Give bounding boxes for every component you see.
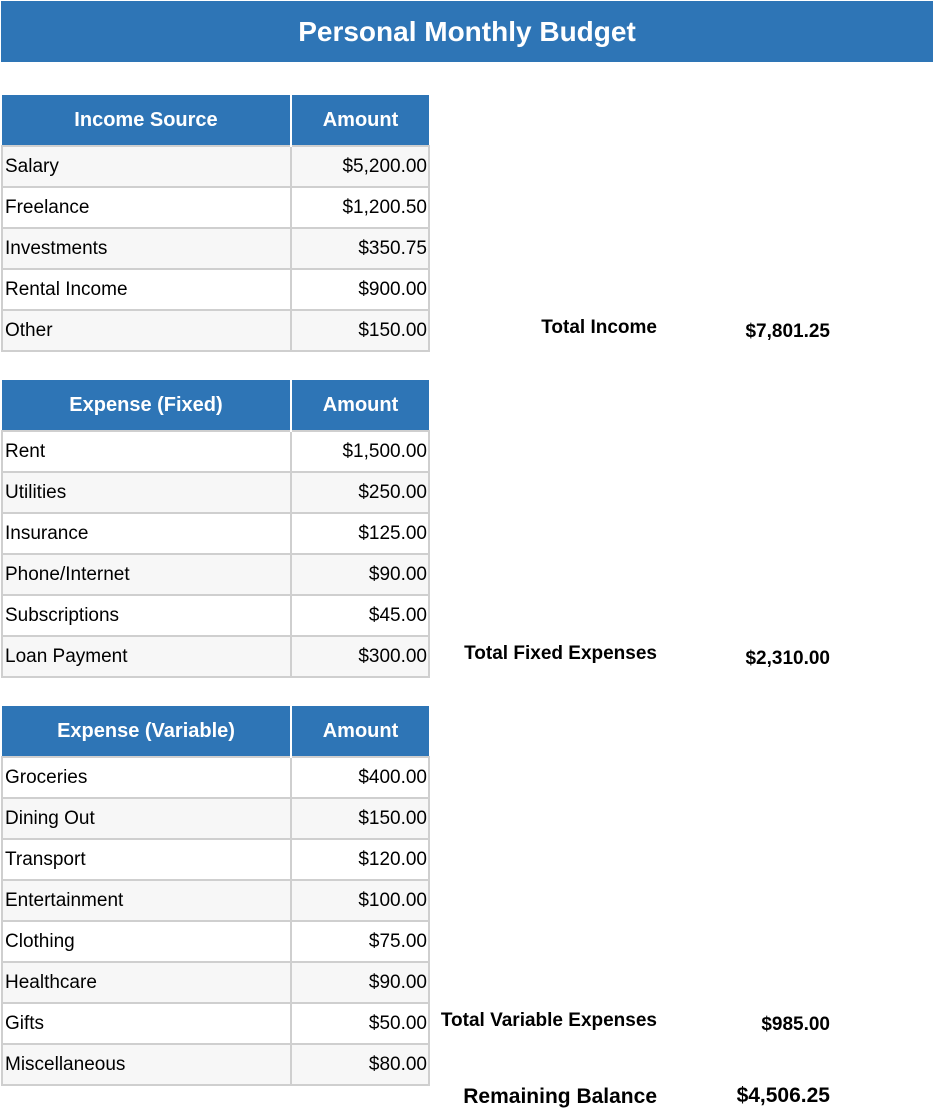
- income-amount-cell[interactable]: $900.00: [291, 269, 429, 310]
- table-row: [2, 1044, 429, 1085]
- income-amount-cell[interactable]: $150.00: [291, 310, 429, 351]
- total-variable-label: Total Variable Expenses: [440, 1010, 657, 1031]
- fixed-amount-cell[interactable]: $250.00: [291, 472, 429, 513]
- table-row: [2, 880, 429, 921]
- fixed-label-cell[interactable]: Loan Payment: [2, 636, 291, 677]
- table-row: [2, 472, 429, 513]
- fixed-label-cell[interactable]: Utilities: [2, 472, 291, 513]
- variable-amount-cell[interactable]: $150.00: [291, 798, 429, 839]
- variable-label-cell[interactable]: Healthcare: [2, 962, 291, 1003]
- fixed-header-row: [2, 380, 429, 431]
- variable-amount-cell[interactable]: $80.00: [291, 1044, 429, 1085]
- table-row: [2, 310, 429, 351]
- table-row: [2, 595, 429, 636]
- fixed-amount-cell[interactable]: $1,500.00: [291, 431, 429, 472]
- income-amount-cell[interactable]: $1,200.50: [291, 187, 429, 228]
- variable-expense-table: [1, 706, 430, 1086]
- table-row: [2, 187, 429, 228]
- variable-header-row: [2, 706, 429, 757]
- variable-amount-cell[interactable]: $75.00: [291, 921, 429, 962]
- table-row: [2, 921, 429, 962]
- table-row: [2, 798, 429, 839]
- fixed-amount-cell[interactable]: $300.00: [291, 636, 429, 677]
- income-label-cell[interactable]: Rental Income: [2, 269, 291, 310]
- fixed-amount-cell[interactable]: $45.00: [291, 595, 429, 636]
- variable-amount-cell[interactable]: $400.00: [291, 757, 429, 798]
- variable-expense-header: Expense (Variable): [2, 706, 291, 757]
- table-row: [2, 431, 429, 472]
- variable-label-cell[interactable]: Clothing: [2, 921, 291, 962]
- variable-label-cell[interactable]: Dining Out: [2, 798, 291, 839]
- variable-label-cell[interactable]: Entertainment: [2, 880, 291, 921]
- variable-amount-header: Amount: [291, 706, 429, 757]
- fixed-expense-table: [1, 380, 430, 678]
- total-fixed-label: Total Fixed Expenses: [464, 643, 657, 664]
- variable-label-cell[interactable]: Miscellaneous: [2, 1044, 291, 1085]
- fixed-label-cell[interactable]: Insurance: [2, 513, 291, 554]
- fixed-amount-header: Amount: [291, 380, 429, 431]
- table-row: [2, 228, 429, 269]
- table-row: [2, 636, 429, 677]
- variable-label-cell[interactable]: Gifts: [2, 1003, 291, 1044]
- income-header-row: [2, 95, 429, 146]
- table-row: [2, 1003, 429, 1044]
- table-row: [2, 513, 429, 554]
- page-title: Personal Monthly Budget: [1, 1, 933, 62]
- income-label-cell[interactable]: Other: [2, 310, 291, 351]
- remaining-balance-label: Remaining Balance: [463, 1085, 657, 1108]
- fixed-label-cell[interactable]: Subscriptions: [2, 595, 291, 636]
- income-amount-header: Amount: [291, 95, 429, 146]
- total-income-label: Total Income: [541, 317, 657, 338]
- income-label-cell[interactable]: Salary: [2, 146, 291, 187]
- variable-label-cell[interactable]: Transport: [2, 839, 291, 880]
- total-income-value[interactable]: $7,801.25: [745, 321, 830, 342]
- income-table: [1, 95, 430, 352]
- table-row: [2, 962, 429, 1003]
- variable-amount-cell[interactable]: $100.00: [291, 880, 429, 921]
- variable-amount-cell[interactable]: $90.00: [291, 962, 429, 1003]
- table-row: [2, 554, 429, 595]
- fixed-expense-header: Expense (Fixed): [2, 380, 291, 431]
- remaining-balance-value[interactable]: $4,506.25: [736, 1084, 830, 1107]
- table-row: [2, 839, 429, 880]
- total-variable-value[interactable]: $985.00: [761, 1014, 830, 1035]
- income-source-header: Income Source: [2, 95, 291, 146]
- variable-amount-cell[interactable]: $50.00: [291, 1003, 429, 1044]
- income-label-cell[interactable]: Freelance: [2, 187, 291, 228]
- variable-label-cell[interactable]: Groceries: [2, 757, 291, 798]
- fixed-label-cell[interactable]: Rent: [2, 431, 291, 472]
- table-row: [2, 757, 429, 798]
- table-row: [2, 269, 429, 310]
- fixed-label-cell[interactable]: Phone/Internet: [2, 554, 291, 595]
- variable-amount-cell[interactable]: $120.00: [291, 839, 429, 880]
- income-amount-cell[interactable]: $350.75: [291, 228, 429, 269]
- table-row: [2, 146, 429, 187]
- fixed-amount-cell[interactable]: $125.00: [291, 513, 429, 554]
- total-fixed-value[interactable]: $2,310.00: [745, 648, 830, 669]
- income-amount-cell[interactable]: $5,200.00: [291, 146, 429, 187]
- fixed-amount-cell[interactable]: $90.00: [291, 554, 429, 595]
- income-label-cell[interactable]: Investments: [2, 228, 291, 269]
